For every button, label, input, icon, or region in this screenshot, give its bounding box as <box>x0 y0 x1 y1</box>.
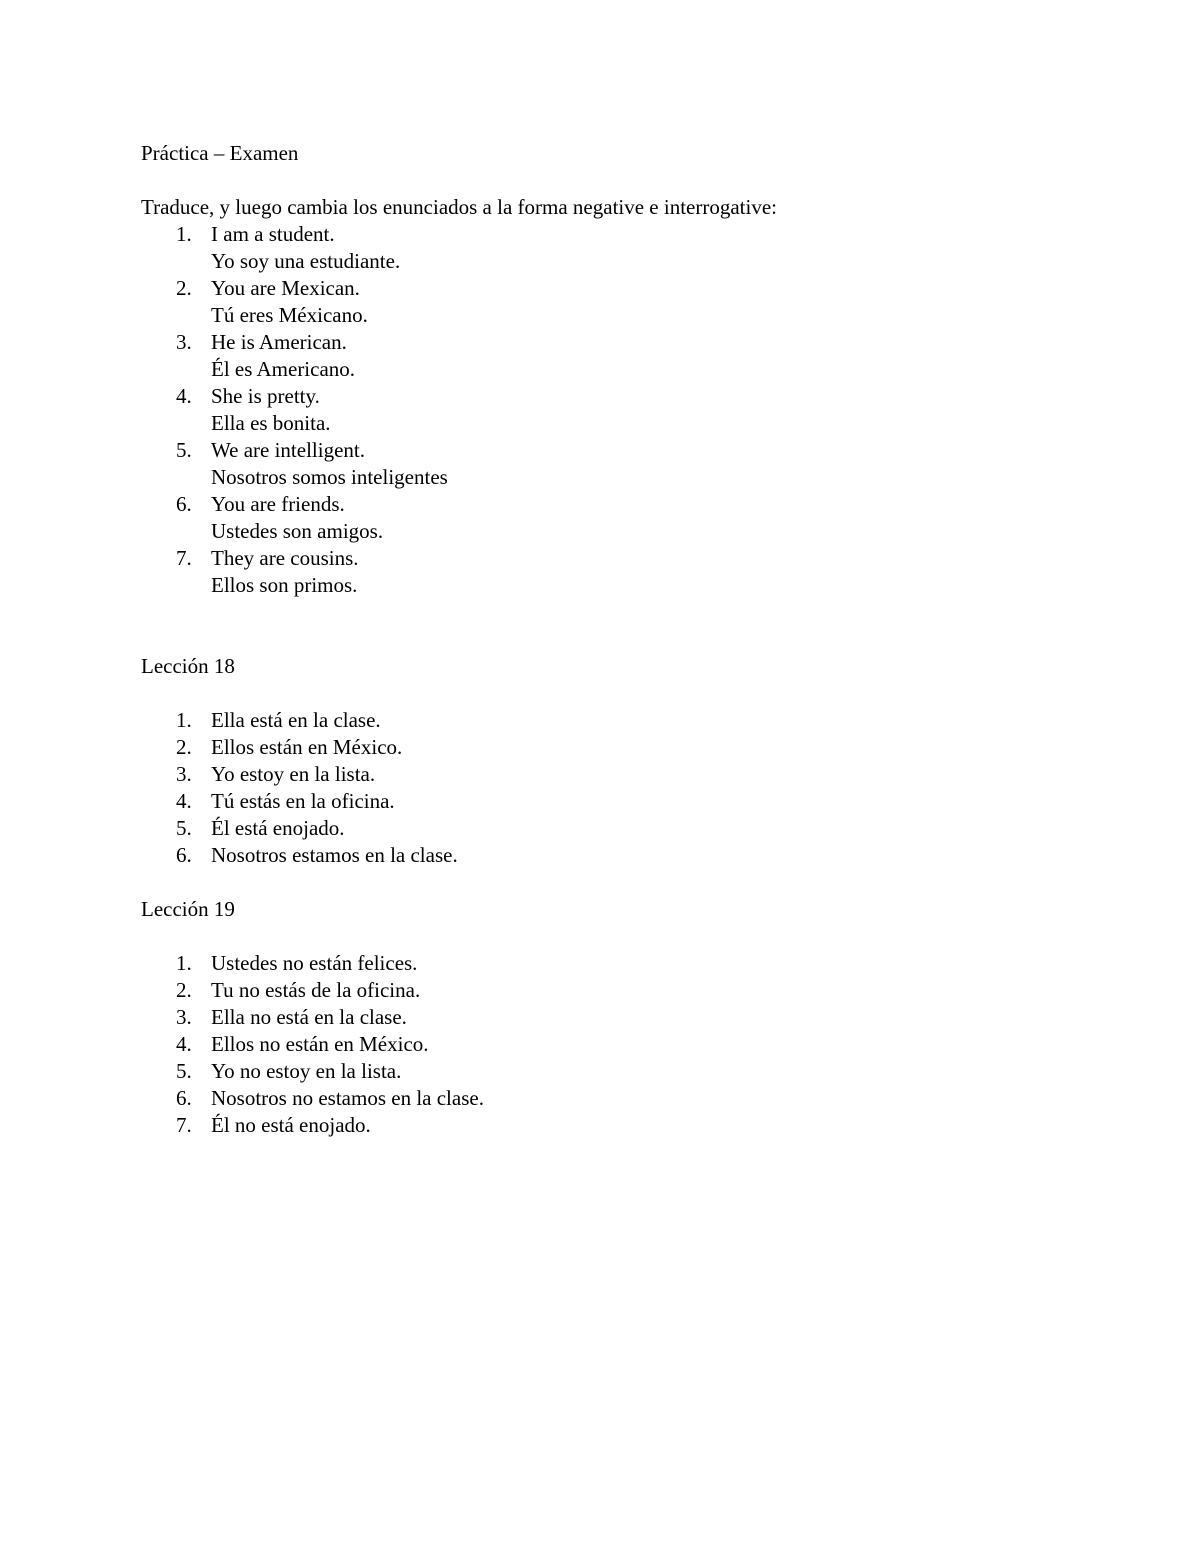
item-number: 5. <box>176 438 192 462</box>
item-text: Yo estoy en la lista. <box>211 762 376 786</box>
item-english: They are cousins. <box>211 546 359 570</box>
item-number: 4. <box>176 384 192 408</box>
spacer <box>141 167 1121 194</box>
item-english: You are friends. <box>211 492 345 516</box>
item-spanish: Ella es bonita. <box>211 411 331 435</box>
document-title: Práctica – Examen <box>141 141 299 165</box>
item-number: 1. <box>176 951 192 975</box>
list-item <box>141 815 1121 842</box>
item-spanish: Yo soy una estudiante. <box>211 249 401 273</box>
item-number: 2. <box>176 978 192 1002</box>
item-number: 7. <box>176 546 192 570</box>
item-text: Él está enojado. <box>211 816 345 840</box>
list-item <box>141 491 1121 518</box>
item-english: He is American. <box>211 330 347 354</box>
lesson19-list <box>141 950 1121 1139</box>
instruction-text: Traduce, y luego cambia los enunciados a la forma negative e interrogative: <box>141 195 777 219</box>
list-item <box>141 329 1121 356</box>
list-item <box>141 221 1121 248</box>
item-number: 2. <box>176 735 192 759</box>
list-item <box>141 842 1121 869</box>
item-spanish: Ustedes son amigos. <box>211 519 384 543</box>
item-text: Ellos están en México. <box>211 735 403 759</box>
item-spanish: Ellos son primos. <box>211 573 358 597</box>
lesson18-heading: Lección 18 <box>141 654 235 678</box>
item-number: 1. <box>176 708 192 732</box>
item-number: 6. <box>176 492 192 516</box>
item-number: 5. <box>176 1059 192 1083</box>
item-spanish: Tú eres Méxicano. <box>211 303 368 327</box>
item-number: 7. <box>176 1113 192 1137</box>
item-spanish: Él es Americano. <box>211 357 356 381</box>
item-number: 3. <box>176 762 192 786</box>
list-item <box>141 734 1121 761</box>
list-item <box>141 1004 1121 1031</box>
lesson18-list <box>141 707 1121 869</box>
list-item <box>141 761 1121 788</box>
item-text: Ella está en la clase. <box>211 708 381 732</box>
item-text: Él no está enojado. <box>211 1113 371 1137</box>
item-english: I am a student. <box>211 222 335 246</box>
list-item <box>141 950 1121 977</box>
item-english: We are intelligent. <box>211 438 365 462</box>
item-text: Nosotros no estamos en la clase. <box>211 1086 484 1110</box>
item-number: 4. <box>176 789 192 813</box>
item-english: She is pretty. <box>211 384 320 408</box>
spacer <box>141 869 1121 896</box>
item-number: 6. <box>176 843 192 867</box>
spacer <box>141 923 1121 950</box>
item-number: 3. <box>176 330 192 354</box>
list-item <box>141 383 1121 410</box>
list-item <box>141 545 1121 572</box>
item-number: 3. <box>176 1005 192 1029</box>
item-spanish: Nosotros somos inteligentes <box>211 465 448 489</box>
list-item <box>141 275 1121 302</box>
item-text: Ustedes no están felices. <box>211 951 418 975</box>
item-text: Yo no estoy en la lista. <box>211 1059 402 1083</box>
lesson19-heading: Lección 19 <box>141 897 235 921</box>
item-text: Tú estás en la oficina. <box>211 789 395 813</box>
item-number: 1. <box>176 222 192 246</box>
item-number: 5. <box>176 816 192 840</box>
document-page <box>141 140 1121 1139</box>
item-text: Nosotros estamos en la clase. <box>211 843 458 867</box>
item-text: Ella no está en la clase. <box>211 1005 407 1029</box>
list-item <box>141 1031 1121 1058</box>
item-number: 4. <box>176 1032 192 1056</box>
list-item <box>141 1058 1121 1085</box>
item-number: 2. <box>176 276 192 300</box>
spacer <box>141 599 1121 653</box>
list-item <box>141 788 1121 815</box>
list-item <box>141 437 1121 464</box>
practice-list <box>141 221 1121 599</box>
item-text: Tu no estás de la oficina. <box>211 978 421 1002</box>
list-item <box>141 1112 1121 1139</box>
list-item <box>141 977 1121 1004</box>
item-english: You are Mexican. <box>211 276 360 300</box>
list-item <box>141 1085 1121 1112</box>
spacer <box>141 680 1121 707</box>
item-number: 6. <box>176 1086 192 1110</box>
item-text: Ellos no están en México. <box>211 1032 429 1056</box>
list-item <box>141 707 1121 734</box>
